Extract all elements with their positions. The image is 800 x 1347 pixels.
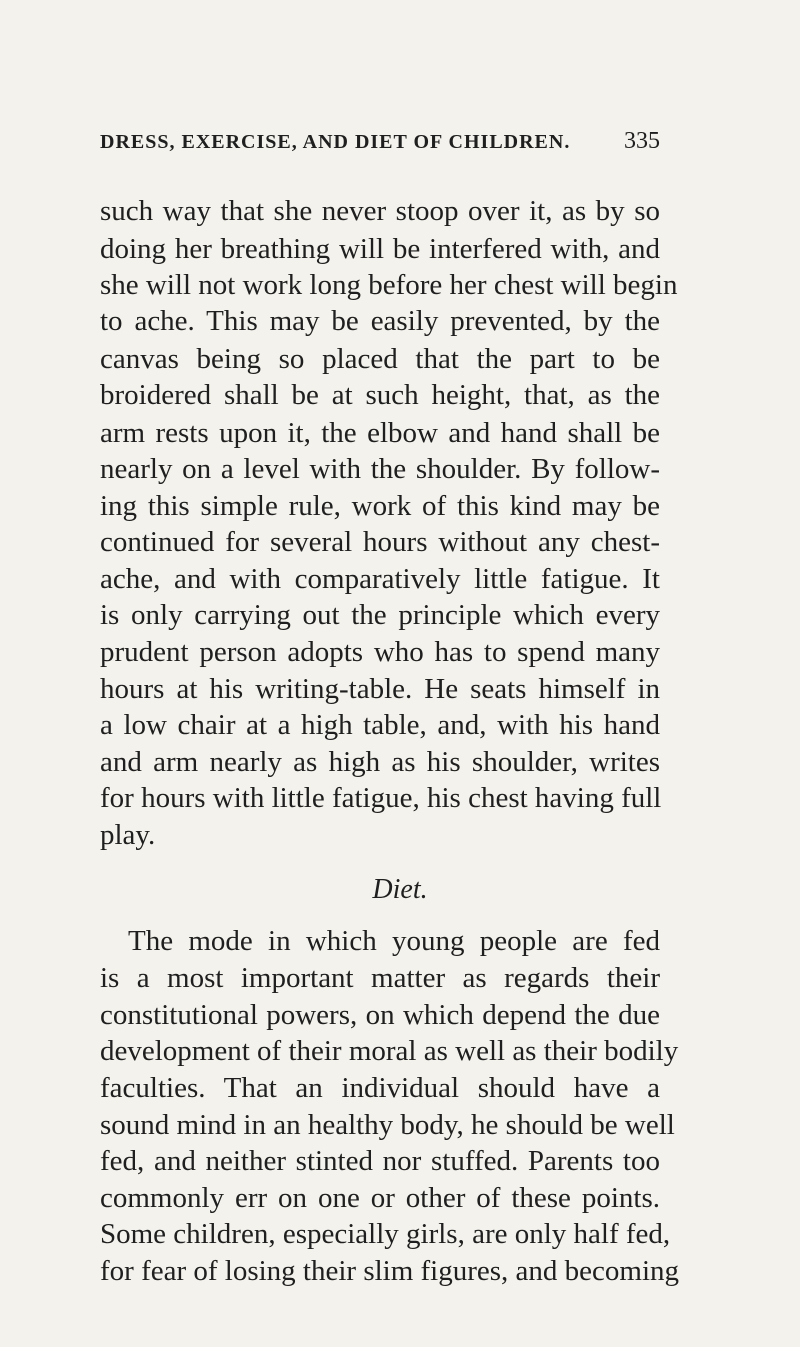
- text-line: is a most important matter as regards their: [100, 962, 660, 994]
- text-line: broidered shall be at such height, that, as the: [100, 379, 660, 411]
- text-line: prudent person adopts who has to spend many: [100, 636, 660, 668]
- running-head-title: DRESS, EXERCISE, AND DIET OF CHILDREN.: [100, 131, 571, 153]
- text-line: for fear of losing their slim figures, and becoming: [100, 1255, 680, 1287]
- text-line: she will not work long before her chest will begin: [100, 269, 678, 301]
- text-line: continued for several hours without any chest-: [100, 526, 660, 558]
- text-line: doing her breathing will be interfered with, and: [100, 233, 660, 265]
- text-line: sound mind in an healthy body, he should be well: [100, 1109, 675, 1141]
- text-line: ache, and with comparatively little fatigue. It: [100, 563, 660, 595]
- text-line: for hours with little fatigue, his chest having full: [100, 782, 662, 814]
- text-line: fed, and neither stinted nor stuffed. Parents too: [100, 1145, 660, 1177]
- text-line: constitutional powers, on which depend the due: [100, 999, 660, 1031]
- text-line: play.: [100, 819, 156, 851]
- page-number: 335: [624, 128, 660, 154]
- text-line: is only carrying out the principle which every: [100, 599, 660, 631]
- text-line: Some children, especially girls, are only half fed,: [100, 1218, 671, 1250]
- text-line: arm rests upon it, the elbow and hand shall be: [100, 417, 660, 449]
- text-line: nearly on a level with the shoulder. By follow-: [100, 453, 660, 485]
- text-line: and arm nearly as high as his shoulder, writes: [100, 746, 660, 778]
- section-heading: Diet.: [372, 874, 428, 905]
- text-line: canvas being so placed that the part to be: [100, 343, 660, 375]
- text-line: faculties. That an individual should have a: [100, 1072, 660, 1104]
- running-head: [100, 128, 660, 162]
- text-line: a low chair at a high table, and, with his hand: [100, 709, 660, 741]
- text-line: ing this simple rule, work of this kind may be: [100, 490, 660, 522]
- text-line: to ache. This may be easily prevented, by the: [100, 305, 660, 337]
- text-line: development of their moral as well as their bodily: [100, 1035, 679, 1067]
- text-line: such way that she never stoop over it, as by so: [100, 195, 660, 227]
- text-line: The mode in which young people are fed: [128, 925, 660, 957]
- text-line: hours at his writing-table. He seats himself in: [100, 673, 660, 705]
- text-line: commonly err on one or other of these points.: [100, 1182, 660, 1214]
